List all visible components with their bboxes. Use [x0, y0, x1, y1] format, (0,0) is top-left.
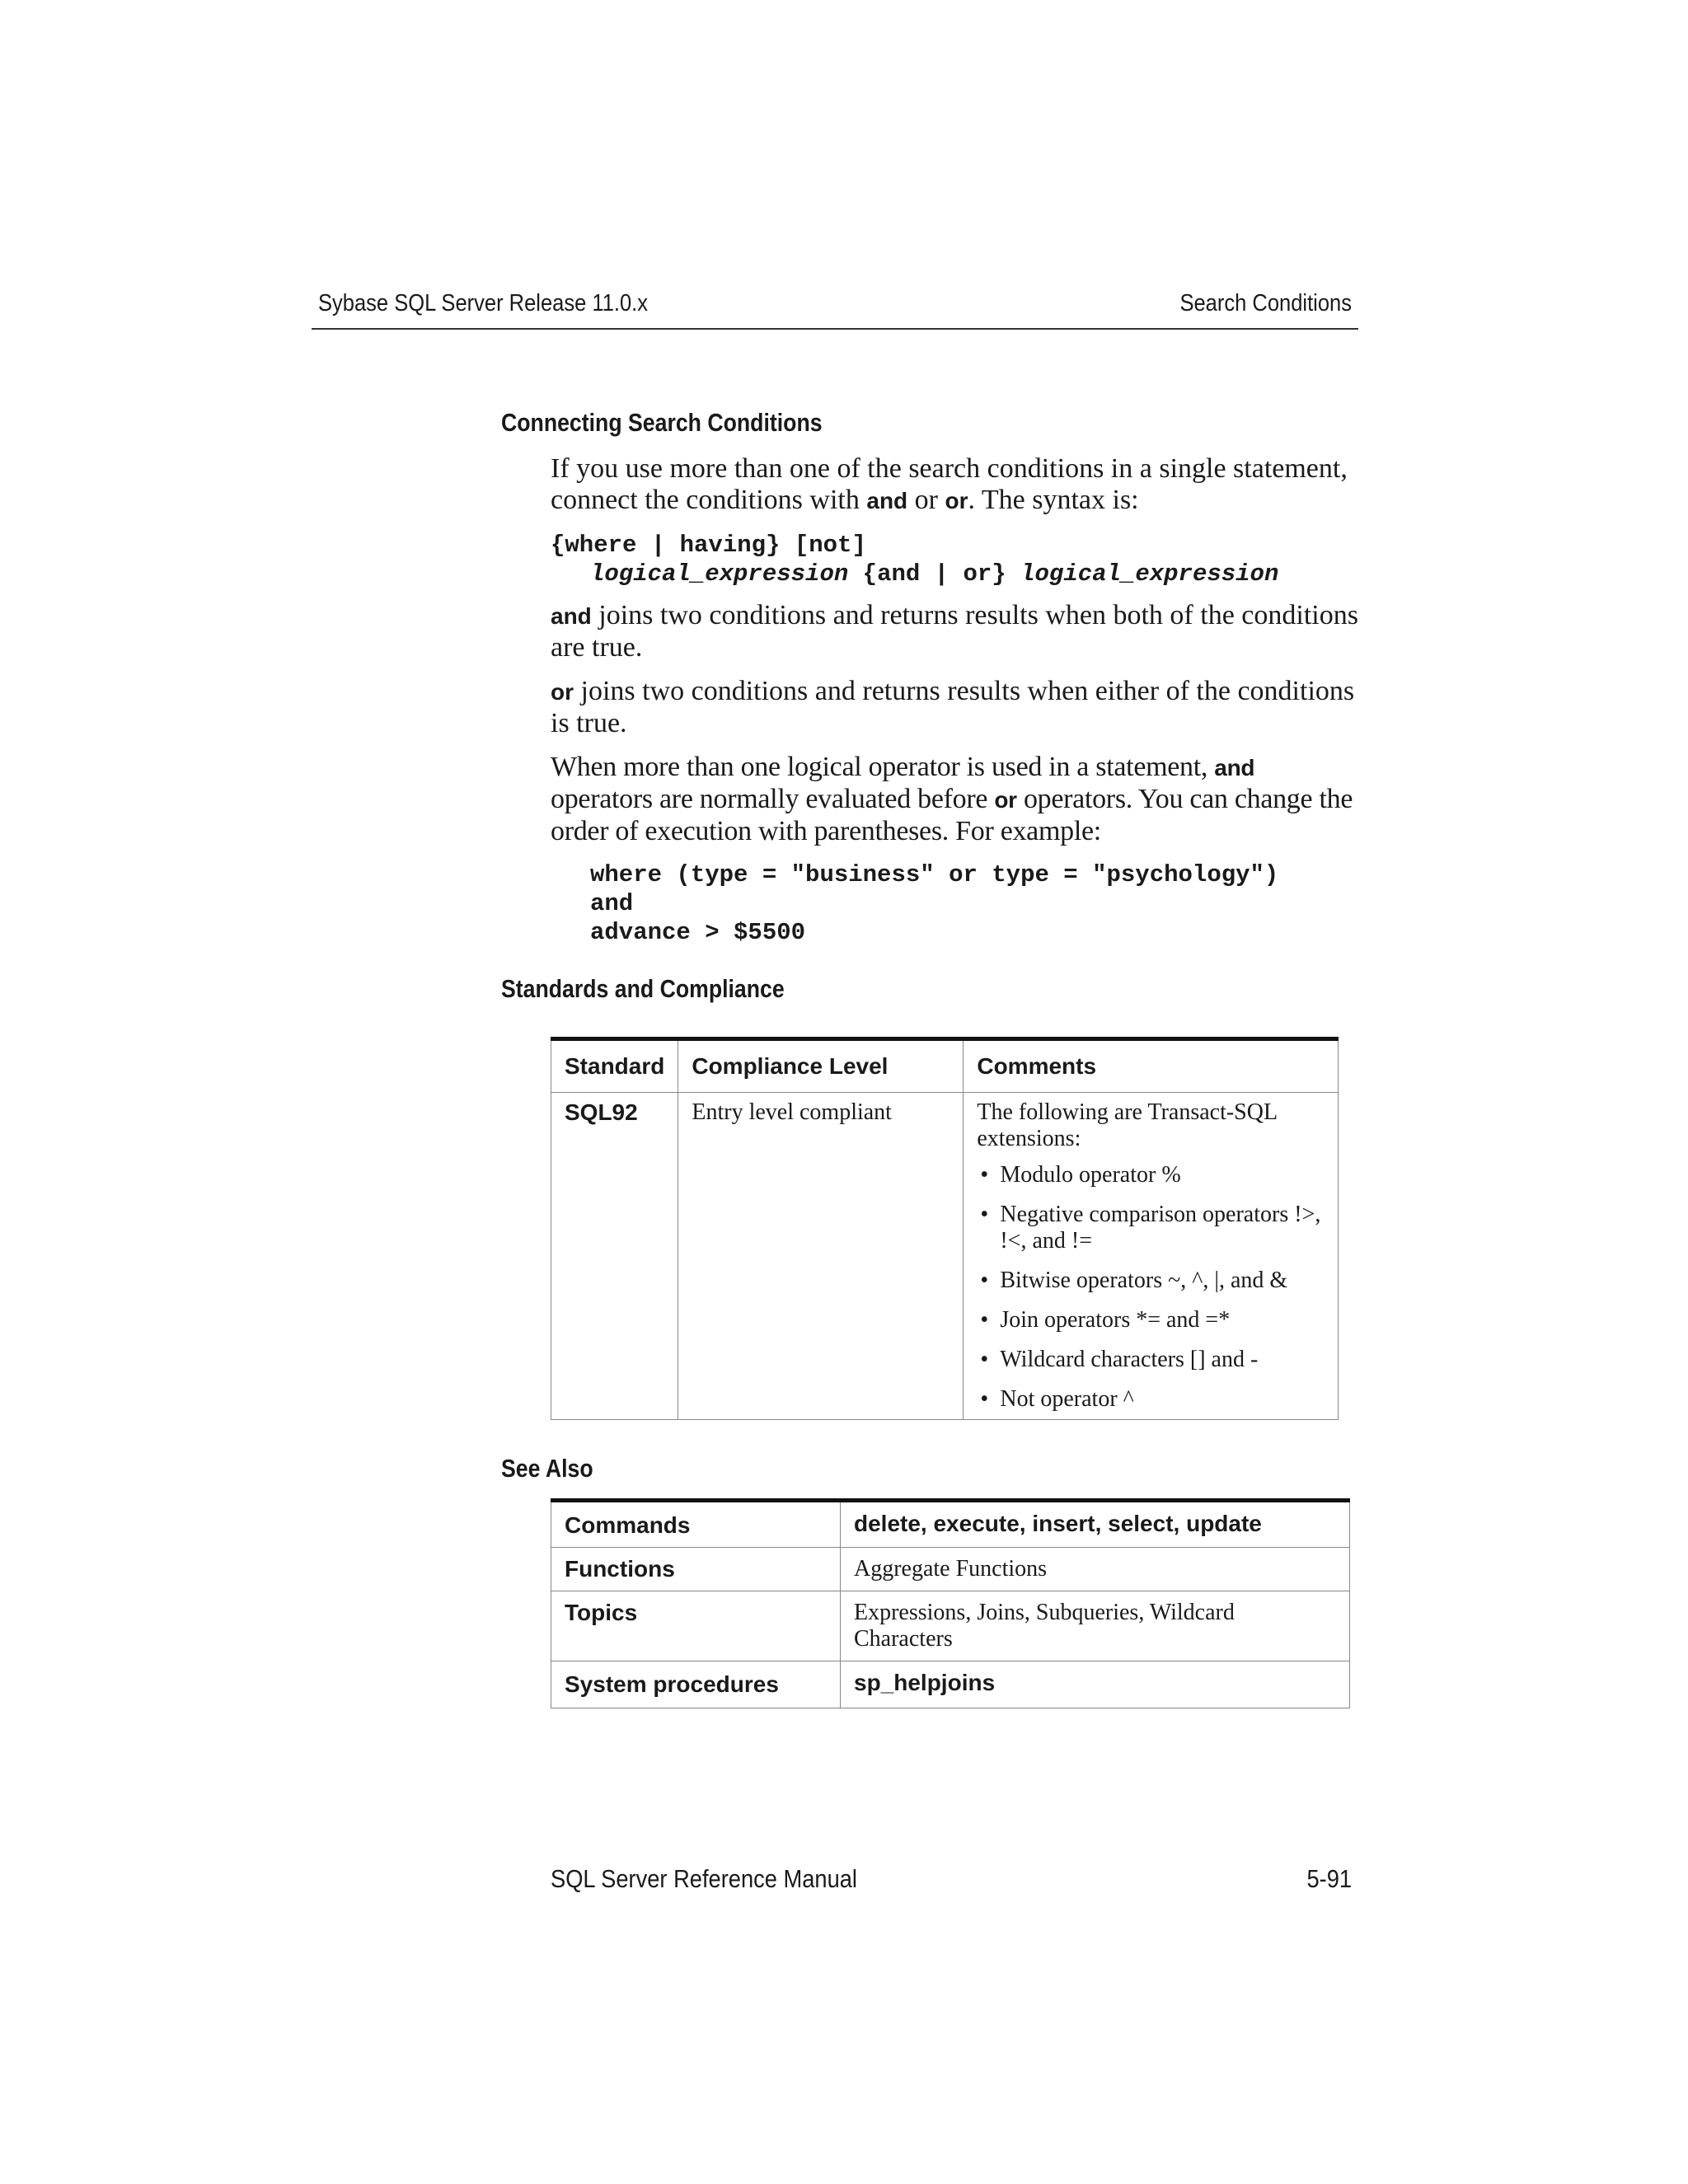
- heading-standards-and-compliance: Standards and Compliance: [501, 974, 785, 1003]
- see-also-label-topics: Topics: [551, 1591, 841, 1661]
- see-also-label-functions: Functions: [551, 1548, 841, 1591]
- cell-comments: [964, 1093, 1339, 1420]
- list-item: • Modulo operator %: [977, 1162, 1325, 1188]
- table-row: [551, 1591, 1350, 1661]
- see-also-link-topics[interactable]: Expressions, Joins, Subqueries, Wildcard Characters: [841, 1591, 1350, 1661]
- example-line-1: where (type = "business" or type = "psychology"): [590, 861, 1279, 888]
- syntax-block: [551, 531, 1278, 588]
- table-row: [551, 1501, 1350, 1548]
- keyword-or: or: [551, 679, 574, 705]
- list-item: • Negative comparison operators !>, !<, and !=: [977, 1202, 1325, 1254]
- and-description: and joins two conditions and returns results when both of the conditions are true.: [551, 600, 1358, 663]
- column-header-standard: Standard: [551, 1039, 678, 1093]
- standards-header-row: [551, 1039, 1339, 1093]
- see-also-link-system-procedures[interactable]: sp_helpjoins: [841, 1661, 1350, 1708]
- example-line-3: advance > $5500: [590, 919, 806, 946]
- column-header-compliance-level: Compliance Level: [678, 1039, 964, 1093]
- keyword-or: or: [994, 787, 1017, 813]
- see-also-label-system-procedures: System procedures: [551, 1661, 841, 1708]
- example-code-block: [590, 860, 1278, 947]
- or-description: or joins two conditions and returns results when either of the conditions is true.: [551, 676, 1355, 738]
- footer-manual-title: SQL Server Reference Manual: [551, 1864, 858, 1893]
- keyword-or: or: [945, 488, 968, 513]
- syntax-line-2: logical_expression {and | or} logical_expression: [590, 560, 1279, 588]
- see-also-table: [551, 1498, 1350, 1708]
- table-row: [551, 1093, 1339, 1420]
- keyword-and: and: [551, 603, 592, 629]
- keyword-and: and: [1214, 755, 1255, 780]
- list-item: • Wildcard characters [] and -: [977, 1347, 1325, 1373]
- header-doc-title: Sybase SQL Server Release 11.0.x: [318, 290, 649, 316]
- example-line-2: and: [590, 890, 634, 917]
- cell-standard: SQL92: [551, 1093, 678, 1420]
- footer-page-number: 5-91: [1306, 1864, 1352, 1893]
- cell-compliance-level: Entry level compliant: [678, 1093, 964, 1420]
- intro-paragraph: If you use more than one of the search conditions in a single statement, connect the conditions with and or or. The syntax is:: [551, 453, 1348, 515]
- list-item: • Not operator ^: [977, 1386, 1325, 1413]
- syntax-line-1: {where | having} [not]: [551, 532, 866, 559]
- standards-table: [551, 1037, 1339, 1420]
- list-item: • Bitwise operators ~, ^, |, and &: [977, 1268, 1325, 1294]
- operator-order-paragraph: When more than one logical operator is used in a statement, and operators are normally evaluated before or operators. You can change the order of execution with parentheses. For example:: [551, 752, 1353, 846]
- heading-connecting-search-conditions: Connecting Search Conditions: [501, 408, 823, 437]
- see-also-link-commands[interactable]: delete, execute, insert, select, update: [841, 1501, 1350, 1548]
- table-row: [551, 1661, 1350, 1708]
- column-header-comments: Comments: [964, 1039, 1339, 1093]
- table-row: [551, 1548, 1350, 1591]
- running-header: [312, 288, 1358, 330]
- see-also-label-commands: Commands: [551, 1501, 841, 1548]
- see-also-link-functions[interactable]: Aggregate Functions: [841, 1548, 1350, 1591]
- header-section-title: Search Conditions: [1179, 290, 1352, 316]
- extensions-list: [977, 1162, 1325, 1413]
- keyword-and: and: [866, 488, 908, 513]
- comments-intro: The following are Transact-SQL extensions:: [977, 1099, 1278, 1151]
- heading-see-also: See Also: [501, 1454, 593, 1483]
- list-item: • Join operators *= and =*: [977, 1307, 1325, 1333]
